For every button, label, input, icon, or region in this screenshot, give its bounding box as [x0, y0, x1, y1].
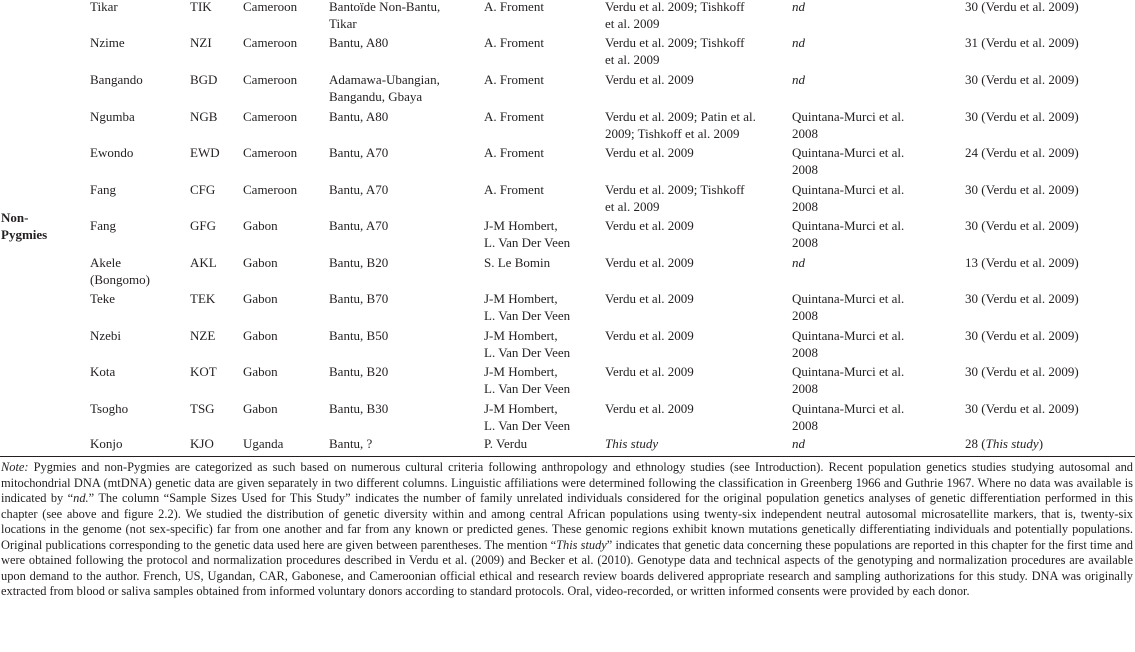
sample-size: 30 (Verdu et al. 2009)	[965, 364, 1079, 379]
group-label-non-pygmies: Non- Pygmies	[1, 210, 48, 242]
sample-size: 30 (Verdu et al. 2009)	[965, 109, 1079, 124]
linguistic-affiliation: Bantu, B30	[329, 401, 389, 416]
population-name: Konjo	[90, 436, 123, 451]
country: Gabon	[243, 291, 278, 306]
country: Cameroon	[243, 0, 298, 14]
country: Gabon	[243, 328, 278, 343]
note-text-3: ” indicates that genetic data concerning these populations are reported in this chapter for the first time and were obtained following the protocol and normalization procedures described in Verdu et al. (2009) and Becker et al. (2010). Genotype data and technical aspects of the genotyping and normalization procedures are available upon demand to the author. French, US, Ugandan, CAR, Gabonese, and Cameroonian official ethical and research review boards delivered appropriate research and sampling authorizations for this study. DNA was originally extracted from blood or saliva samples obtained from informed voluntary donors according to standard protocols. Oral, video-recorded, or written informed consents were provided by each donor.	[1, 537, 1133, 598]
sample-collector: A. Froment	[484, 182, 544, 197]
note-text-1: Pygmies and non-Pygmies are categorized as such based on numerous cultural criteria following anthropology and ethnology studies (see Introduction). Recent population genetics studies studying autosomal and mitochondrial DNA (mtDNA) genetic data are given separately in two different columns. Linguistic affiliations were determined following the classification in Greenberg 1966 and Guthrie 1967. Where no data was available is indicated by “	[1, 460, 1133, 505]
linguistic-affiliation: Bantoïde Non-Bantu, Tikar	[329, 0, 441, 31]
sample-collector: J-M Hombert, L. Van Der Veen	[484, 291, 571, 323]
autosomal-data-source: Verdu et al. 2009	[605, 364, 694, 379]
mtdna-data-source: Quintana-Murci et al. 2008	[792, 145, 905, 177]
population-code: TIK	[190, 0, 212, 14]
note-label: Note:	[1, 460, 29, 474]
sample-size-close: )	[1038, 436, 1044, 451]
country: Gabon	[243, 255, 278, 270]
population-code: GFG	[190, 218, 217, 233]
population-code: EWD	[190, 145, 220, 160]
linguistic-affiliation: Bantu, B20	[329, 255, 389, 270]
linguistic-affiliation: Bantu, A70	[329, 145, 389, 160]
mtdna-data-source: nd	[792, 436, 805, 451]
population-name: Nzebi	[90, 328, 122, 343]
population-code: NZI	[190, 35, 212, 50]
sample-collector: J-M Hombert, L. Van Der Veen	[484, 364, 571, 396]
sample-collector: A. Froment	[484, 145, 544, 160]
mtdna-data-source: nd	[792, 255, 805, 270]
country: Cameroon	[243, 109, 298, 124]
mtdna-data-source: Quintana-Murci et al. 2008	[792, 109, 905, 141]
sample-collector: J-M Hombert, L. Van Der Veen	[484, 401, 571, 433]
mtdna-data-source: nd	[792, 35, 805, 50]
sample-size: 30 (Verdu et al. 2009)	[965, 72, 1079, 87]
autosomal-data-source: Verdu et al. 2009; Patin et al. 2009; Tishkoff et al. 2009	[605, 109, 756, 141]
country: Uganda	[243, 436, 284, 451]
sample-size: 24 (Verdu et al. 2009)	[965, 145, 1079, 160]
country: Cameroon	[243, 145, 298, 160]
autosomal-data-source: Verdu et al. 2009	[605, 255, 694, 270]
mtdna-data-source: Quintana-Murci et al. 2008	[792, 328, 905, 360]
linguistic-affiliation: Bantu, A70	[329, 218, 389, 233]
autosomal-data-source: Verdu et al. 2009	[605, 328, 694, 343]
sample-collector: A. Froment	[484, 109, 544, 124]
sample-size: 30 (Verdu et al. 2009)	[965, 291, 1079, 306]
population-code: NZE	[190, 328, 216, 343]
population-code: CFG	[190, 182, 216, 197]
mtdna-data-source: Quintana-Murci et al. 2008	[792, 364, 905, 396]
population-name: Ewondo	[90, 145, 134, 160]
sample-size: 31 (Verdu et al. 2009)	[965, 35, 1079, 50]
country: Gabon	[243, 364, 278, 379]
autosomal-data-source: Verdu et al. 2009; Tishkoff et al. 2009	[605, 35, 745, 67]
population-name: Tsogho	[90, 401, 129, 416]
country: Cameroon	[243, 35, 298, 50]
mtdna-data-source: Quintana-Murci et al. 2008	[792, 182, 905, 214]
mtdna-data-source: Quintana-Murci et al. 2008	[792, 291, 905, 323]
sample-size: 30 (Verdu et al. 2009)	[965, 401, 1079, 416]
sample-size: 30 (Verdu et al. 2009)	[965, 182, 1079, 197]
mtdna-data-source: nd	[792, 0, 805, 14]
linguistic-affiliation: Bantu, A70	[329, 182, 389, 197]
sample-size-source: This study	[985, 436, 1039, 451]
autosomal-data-source: This study	[605, 436, 659, 451]
population-code: NGB	[190, 109, 218, 124]
country: Gabon	[243, 401, 278, 416]
population-name: Bangando	[90, 72, 143, 87]
linguistic-affiliation: Bantu, A80	[329, 109, 389, 124]
population-name: Ngumba	[90, 109, 135, 124]
note-text-2: ” The column “Sample Sizes Used for This Study” indicates the number of family unrelated individuals considered for the original population genetics analyses of genetic differentiation performed in this chapter (see above and figure 2.2). We studied the distribution of genetic diversity within and among central African populations using twenty-six independent neutral autosomal microsatellite markers, that is, twenty-six locations in the genome (not sex-specific) far from one another and far from any known or predicted genes. These genomic regions exhibit known mutations genetically differentiating individuals and potentially populations. Original publications corresponding to the genetic data used here are given between parentheses. The mention “	[1, 491, 1133, 552]
linguistic-affiliation: Bantu, B50	[329, 328, 389, 343]
sample-collector: J-M Hombert, L. Van Der Veen	[484, 218, 571, 250]
population-name: Akele (Bongomo)	[90, 255, 150, 287]
autosomal-data-source: Verdu et al. 2009	[605, 291, 694, 306]
population-code: KOT	[190, 364, 217, 379]
population-name: Kota	[90, 364, 116, 379]
sample-collector: S. Le Bomin	[484, 255, 551, 270]
autosomal-data-source: Verdu et al. 2009	[605, 145, 694, 160]
table-note	[1, 460, 1133, 600]
sample-collector: P. Verdu	[484, 436, 528, 451]
population-code: KJO	[190, 436, 214, 451]
population-code: AKL	[190, 255, 217, 270]
population-code: TEK	[190, 291, 216, 306]
sample-size: 13 (Verdu et al. 2009)	[965, 255, 1079, 270]
sample-size: 30 (Verdu et al. 2009)	[965, 328, 1079, 343]
autosomal-data-source: Verdu et al. 2009; Tishkoff et al. 2009	[605, 182, 745, 214]
country: Gabon	[243, 218, 278, 233]
sample-size	[965, 435, 1043, 452]
autosomal-data-source: Verdu et al. 2009	[605, 218, 694, 233]
sample-collector: A. Froment	[484, 72, 544, 87]
population-code: BGD	[190, 72, 218, 87]
mtdna-data-source: nd	[792, 72, 805, 87]
sample-size: 30 (Verdu et al. 2009)	[965, 218, 1079, 233]
linguistic-affiliation: Bantu, ?	[329, 436, 373, 451]
autosomal-data-source: Verdu et al. 2009	[605, 401, 694, 416]
linguistic-affiliation: Bantu, B20	[329, 364, 389, 379]
linguistic-affiliation: Bantu, B70	[329, 291, 389, 306]
sample-collector: A. Froment	[484, 35, 544, 50]
note-nd: nd.	[73, 491, 89, 505]
autosomal-data-source: Verdu et al. 2009; Tishkoff et al. 2009	[605, 0, 745, 31]
sample-size-count: 28 (	[965, 436, 986, 451]
sample-size: 30 (Verdu et al. 2009)	[965, 0, 1079, 14]
population-name: Fang	[90, 182, 116, 197]
country: Cameroon	[243, 182, 298, 197]
mtdna-data-source: Quintana-Murci et al. 2008	[792, 401, 905, 433]
linguistic-affiliation: Adamawa-Ubangian, Bangandu, Gbaya	[329, 72, 440, 104]
table-bottom-rule	[0, 456, 1135, 457]
sample-collector: A. Froment	[484, 0, 544, 14]
population-code: TSG	[190, 401, 215, 416]
autosomal-data-source: Verdu et al. 2009	[605, 72, 694, 87]
country: Cameroon	[243, 72, 298, 87]
population-name: Nzime	[90, 35, 125, 50]
population-name: Tikar	[90, 0, 118, 14]
population-name: Fang	[90, 218, 116, 233]
linguistic-affiliation: Bantu, A80	[329, 35, 389, 50]
note-this-study: This study	[556, 537, 607, 552]
population-name: Teke	[90, 291, 116, 306]
mtdna-data-source: Quintana-Murci et al. 2008	[792, 218, 905, 250]
sample-collector: J-M Hombert, L. Van Der Veen	[484, 328, 571, 360]
